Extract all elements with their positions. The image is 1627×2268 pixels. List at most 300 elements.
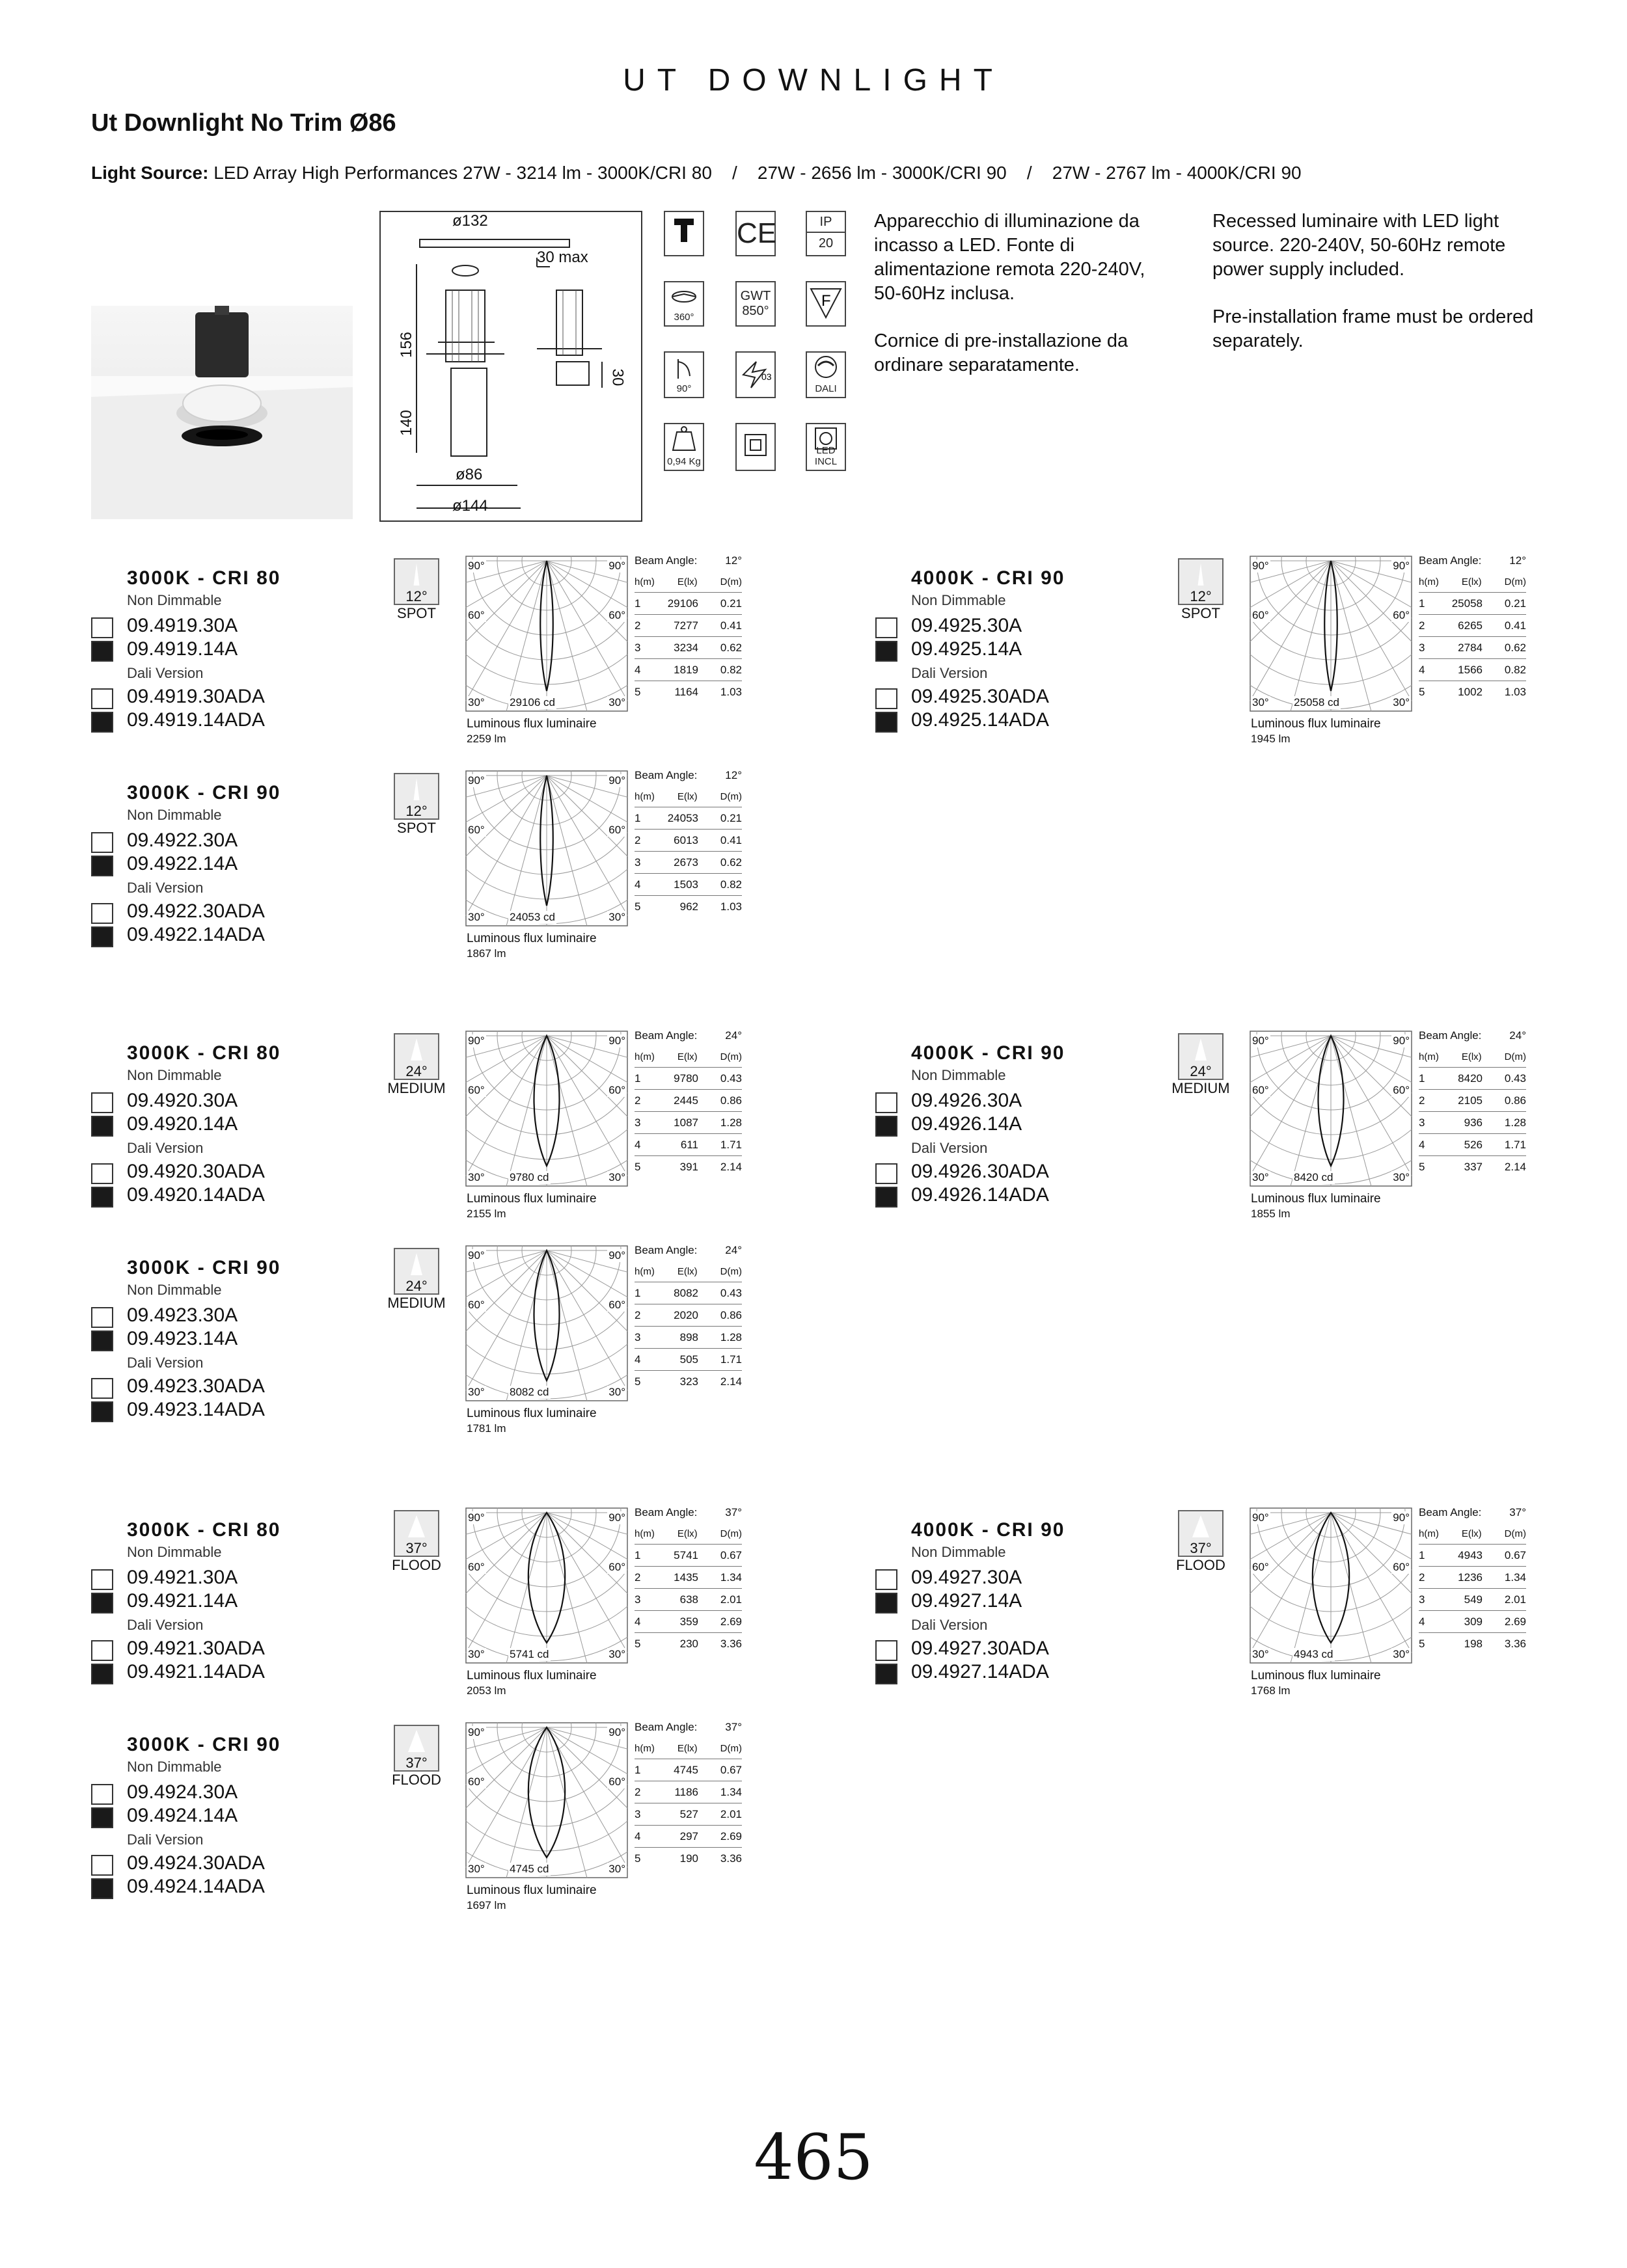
dim-30-max: 30 max <box>537 249 588 266</box>
product-code: 09.4921.14ADA <box>127 1661 265 1682</box>
table-row <box>635 1633 742 1654</box>
col-illuminance: E(lx) <box>677 576 698 587</box>
cell-height: 5 <box>1419 1637 1425 1650</box>
gwt-icon: GWT 850° <box>735 281 776 327</box>
angle-30-left: 30° <box>468 1863 485 1875</box>
product-code: 09.4927.30A <box>911 1567 1022 1588</box>
polar-diagram <box>465 556 628 715</box>
cell-illuminance: 190 <box>679 1852 698 1865</box>
angle-30-right: 30° <box>608 1863 625 1875</box>
non-dimmable-label: Non Dimmable <box>911 592 1006 608</box>
cell-diameter: 0.43 <box>720 1286 742 1299</box>
cell-height: 5 <box>635 1375 641 1388</box>
beam-angle-header <box>1419 1506 1526 1526</box>
led-included-label: LED INCL <box>814 445 838 467</box>
product-block <box>875 554 1591 763</box>
product-code: 09.4927.30ADA <box>911 1638 1049 1659</box>
tilt-icon <box>664 351 704 398</box>
product-code: 09.4925.30ADA <box>911 686 1049 707</box>
beam-angle-value: 24° <box>725 1029 742 1042</box>
white-finish-swatch <box>91 1640 113 1661</box>
page-title: UT DOWNLIGHT <box>623 63 1004 98</box>
angle-90-right: 90° <box>608 1726 625 1738</box>
cell-height: 1 <box>635 1548 641 1561</box>
cell-illuminance: 611 <box>680 1138 698 1151</box>
angle-30-left: 30° <box>468 696 485 709</box>
table-columns <box>1419 574 1526 593</box>
col-diameter: D(m) <box>720 1266 742 1277</box>
angle-60-left: 60° <box>1252 609 1269 621</box>
description-en-1: Recessed luminaire with LED light source. 220-240V, 50-60Hz remote power supply included. <box>1212 211 1506 280</box>
col-diameter: D(m) <box>720 1051 742 1062</box>
beam-angle-label: Beam Angle: <box>635 1721 698 1733</box>
cell-height: 5 <box>635 685 641 698</box>
cell-diameter: 0.21 <box>720 597 742 610</box>
product-code: 09.4921.14A <box>127 1590 238 1612</box>
cell-height: 5 <box>1419 685 1425 698</box>
angle-60-left: 60° <box>468 1084 485 1096</box>
product-code: 09.4924.30A <box>127 1781 238 1803</box>
angle-90-right: 90° <box>608 1249 625 1262</box>
photometric-table <box>635 1721 742 1869</box>
candela-value: 4745 cd <box>510 1863 549 1875</box>
angle-30-right: 30° <box>1393 1171 1410 1183</box>
cell-height: 2 <box>635 833 641 846</box>
cell-height: 2 <box>635 1571 641 1584</box>
description-en-2: Pre-installation frame must be ordered separately. <box>1212 306 1534 351</box>
cell-illuminance: 4943 <box>1458 1548 1483 1561</box>
cell-height: 5 <box>635 1852 641 1865</box>
cell-diameter: 1.03 <box>720 685 742 698</box>
non-dimmable-label: Non Dimmable <box>127 592 222 608</box>
beam-type: FLOOD <box>392 1772 441 1788</box>
cell-diameter: 0.21 <box>720 811 742 824</box>
dim-d-mid: ø86 <box>456 466 483 483</box>
svg-text:F: F <box>821 292 831 310</box>
cell-illuminance: 1435 <box>674 1571 698 1584</box>
product-code: 09.4921.30ADA <box>127 1638 265 1659</box>
cell-height: 4 <box>635 663 641 676</box>
non-dimmable-label: Non Dimmable <box>911 1067 1006 1083</box>
black-finish-swatch <box>91 926 113 947</box>
cell-height: 1 <box>635 1763 641 1776</box>
cell-height: 3 <box>635 856 641 869</box>
cell-height: 4 <box>635 1138 641 1151</box>
angle-90-left: 90° <box>468 1726 485 1738</box>
cell-height: 3 <box>635 1807 641 1820</box>
table-row <box>635 637 742 659</box>
table-row <box>635 1068 742 1090</box>
product-block <box>91 1721 807 1929</box>
black-finish-swatch <box>91 1664 113 1684</box>
ce-mark-icon: CE <box>735 211 776 256</box>
col-height: h(m) <box>635 576 655 587</box>
angle-60-right: 60° <box>608 824 625 836</box>
table-row <box>635 681 742 703</box>
product-code: 09.4924.30ADA <box>127 1852 265 1874</box>
cell-illuminance: 6013 <box>674 833 698 846</box>
luminous-flux-label: Luminous flux luminaire <box>467 932 597 945</box>
cell-height: 3 <box>1419 1116 1425 1129</box>
candela-value: 25058 cd <box>1294 696 1339 709</box>
angle-60-left: 60° <box>468 1775 485 1788</box>
product-code: 09.4923.14A <box>127 1328 238 1349</box>
candela-value: 8420 cd <box>1294 1171 1333 1183</box>
cell-height: 2 <box>635 1785 641 1798</box>
table-row <box>635 1090 742 1112</box>
cell-illuminance: 1503 <box>674 878 698 891</box>
photometric-table <box>1419 554 1526 703</box>
photometric-table <box>1419 1506 1526 1654</box>
angle-90-left: 90° <box>468 1511 485 1524</box>
dim-30: 30 <box>608 368 627 386</box>
col-illuminance: E(lx) <box>677 1266 698 1277</box>
product-code: 09.4925.14A <box>911 638 1022 660</box>
white-finish-swatch <box>875 617 897 638</box>
angle-60-left: 60° <box>468 609 485 621</box>
candela-value: 24053 cd <box>510 911 555 923</box>
rotation-icon <box>664 281 704 327</box>
table-row <box>1419 681 1526 703</box>
cell-illuminance: 898 <box>679 1330 698 1343</box>
cell-illuminance: 3234 <box>674 641 698 654</box>
angle-60-right: 60° <box>608 1299 625 1311</box>
angle-90-right: 90° <box>608 774 625 787</box>
angle-30-left: 30° <box>1252 1171 1269 1183</box>
cell-height: 5 <box>635 1160 641 1173</box>
non-dimmable-label: Non Dimmable <box>127 1544 222 1560</box>
beam-angle-label: Beam Angle: <box>635 769 698 781</box>
cell-diameter: 0.62 <box>720 641 742 654</box>
cell-illuminance: 25058 <box>1451 597 1483 610</box>
cell-illuminance: 1236 <box>1458 1571 1483 1584</box>
product-code: 09.4926.30A <box>911 1090 1022 1111</box>
polar-diagram <box>465 1245 628 1405</box>
cell-illuminance: 2020 <box>674 1308 698 1321</box>
cell-illuminance: 2445 <box>674 1094 698 1107</box>
polar-diagram <box>1250 1507 1412 1667</box>
angle-60-right: 60° <box>608 609 625 621</box>
polar-diagram <box>1250 1031 1412 1190</box>
table-columns <box>635 1049 742 1068</box>
table-row <box>635 896 742 917</box>
beam-angle-header <box>635 1244 742 1263</box>
cell-height: 2 <box>1419 619 1425 632</box>
luminous-flux-value: 1945 lm <box>1251 733 1291 745</box>
cell-diameter: 0.62 <box>1504 641 1526 654</box>
cell-height: 1 <box>635 1072 641 1085</box>
cell-height: 4 <box>1419 1138 1425 1151</box>
col-height: h(m) <box>635 1528 655 1539</box>
beam-type: FLOOD <box>392 1557 441 1573</box>
cell-height: 2 <box>635 1094 641 1107</box>
beam-degree: 24° <box>405 1063 428 1079</box>
cell-diameter: 3.36 <box>720 1637 742 1650</box>
col-illuminance: E(lx) <box>677 791 698 802</box>
product-code: 09.4919.30ADA <box>127 686 265 707</box>
cell-illuminance: 9780 <box>674 1072 698 1085</box>
cell-diameter: 0.86 <box>720 1094 742 1107</box>
cell-height: 5 <box>635 1637 641 1650</box>
table-columns <box>1419 1049 1526 1068</box>
angle-60-right: 60° <box>1393 609 1410 621</box>
table-row <box>635 1759 742 1781</box>
col-diameter: D(m) <box>720 576 742 587</box>
cell-diameter: 0.82 <box>720 663 742 676</box>
beam-type: SPOT <box>1181 605 1220 621</box>
description-it-2: Cornice di pre-installazione da ordinare separatamente. <box>874 331 1128 375</box>
beam-angle-value: 24° <box>1509 1029 1526 1042</box>
angle-90-left: 90° <box>1252 1511 1269 1524</box>
product-code: 09.4922.30A <box>127 830 238 851</box>
luminous-flux-value: 1867 lm <box>467 947 506 960</box>
black-finish-swatch <box>91 1330 113 1351</box>
white-finish-swatch <box>875 688 897 709</box>
product-code: 09.4922.14A <box>127 853 238 874</box>
category-title: 3000K - CRI 80 <box>127 1042 281 1064</box>
luminous-flux-value: 1768 lm <box>1251 1684 1291 1697</box>
cell-illuminance: 1087 <box>674 1116 698 1129</box>
cell-diameter: 3.36 <box>1504 1637 1526 1650</box>
product-title: Ut Downlight No Trim Ø86 <box>91 109 396 137</box>
table-row <box>635 1304 742 1327</box>
cell-illuminance: 2105 <box>1458 1094 1483 1107</box>
cell-diameter: 1.34 <box>1504 1571 1526 1584</box>
cell-illuminance: 391 <box>679 1160 698 1173</box>
beam-angle-label: Beam Angle: <box>635 1029 698 1042</box>
non-dimmable-label: Non Dimmable <box>127 1067 222 1083</box>
col-height: h(m) <box>635 1743 655 1754</box>
product-code: 09.4926.14ADA <box>911 1184 1049 1206</box>
cell-height: 4 <box>635 878 641 891</box>
dali-version-label: Dali Version <box>127 1355 204 1371</box>
tilt-label: 90° <box>676 383 692 394</box>
cell-illuminance: 337 <box>1464 1160 1483 1173</box>
beam-angle-label: Beam Angle: <box>1419 1029 1482 1042</box>
product-code: 09.4921.30A <box>127 1567 238 1588</box>
beam-angle-label: Beam Angle: <box>1419 1506 1482 1519</box>
beam-angle-header <box>1419 554 1526 574</box>
angle-60-left: 60° <box>468 1561 485 1573</box>
photometric-table <box>635 1244 742 1392</box>
beam-type: SPOT <box>397 820 436 836</box>
cell-diameter: 0.82 <box>720 878 742 891</box>
candela-value: 9780 cd <box>510 1171 549 1183</box>
table-row <box>635 1611 742 1633</box>
cell-diameter: 2.01 <box>720 1593 742 1606</box>
cell-diameter: 0.82 <box>1504 663 1526 676</box>
white-finish-swatch <box>875 1092 897 1113</box>
beam-angle-value: 12° <box>725 554 742 567</box>
category-title: 4000K - CRI 90 <box>911 1519 1065 1541</box>
angle-30-right: 30° <box>1393 696 1410 709</box>
light-source <box>91 163 1302 183</box>
cell-diameter: 1.34 <box>720 1785 742 1798</box>
angle-60-left: 60° <box>468 1299 485 1311</box>
col-diameter: D(m) <box>1504 1051 1526 1062</box>
cell-height: 1 <box>635 811 641 824</box>
cell-height: 3 <box>635 641 641 654</box>
cell-height: 2 <box>635 619 641 632</box>
cell-illuminance: 2673 <box>674 856 698 869</box>
cell-diameter: 0.67 <box>720 1548 742 1561</box>
col-height: h(m) <box>635 791 655 802</box>
angle-90-right: 90° <box>608 1034 625 1047</box>
angle-90-left: 90° <box>468 560 485 572</box>
white-finish-swatch <box>91 1378 113 1399</box>
cell-illuminance: 8420 <box>1458 1072 1483 1085</box>
table-row <box>1419 1633 1526 1654</box>
cell-illuminance: 309 <box>1464 1615 1483 1628</box>
dali-version-label: Dali Version <box>127 665 204 681</box>
black-finish-swatch <box>91 712 113 733</box>
cell-illuminance: 6265 <box>1458 619 1483 632</box>
description-it-1: Apparecchio di illuminazione da incasso a LED. Fonte di alimentazione remota 220-240V, 50-60Hz inclusa. <box>874 211 1145 304</box>
white-finish-swatch <box>91 1092 113 1113</box>
beam-angle-header <box>635 1029 742 1049</box>
angle-90-right: 90° <box>608 1511 625 1524</box>
technical-drawing <box>379 211 642 522</box>
category-title: 3000K - CRI 80 <box>127 567 281 589</box>
cell-illuminance: 1819 <box>674 663 698 676</box>
ip-rating-icon <box>806 211 846 256</box>
cell-height: 5 <box>1419 1160 1425 1173</box>
beam-type: SPOT <box>397 605 436 621</box>
page-number: 465 <box>754 2121 873 2194</box>
angle-90-left: 90° <box>1252 560 1269 572</box>
cell-illuminance: 297 <box>679 1829 698 1843</box>
product-code: 09.4923.30ADA <box>127 1375 265 1397</box>
cell-illuminance: 505 <box>679 1353 698 1366</box>
beam-degree: 12° <box>1190 588 1212 604</box>
beam-degree: 12° <box>405 803 428 819</box>
table-columns <box>1419 1526 1526 1545</box>
product-block <box>91 1244 807 1452</box>
beam-angle-header <box>635 1506 742 1526</box>
table-row <box>635 1826 742 1848</box>
dali-version-label: Dali Version <box>127 1831 204 1848</box>
col-diameter: D(m) <box>720 791 742 802</box>
col-illuminance: E(lx) <box>677 1528 698 1539</box>
col-illuminance: E(lx) <box>677 1051 698 1062</box>
cell-illuminance: 359 <box>679 1615 698 1628</box>
col-diameter: D(m) <box>720 1743 742 1754</box>
cell-height: 3 <box>1419 1593 1425 1606</box>
category-title: 3000K - CRI 80 <box>127 1519 281 1541</box>
non-dimmable-label: Non Dimmable <box>911 1544 1006 1560</box>
beam-angle-header <box>635 769 742 789</box>
cell-diameter: 2.14 <box>720 1375 742 1388</box>
f-mark-icon <box>806 281 846 327</box>
cell-diameter: 2.14 <box>1504 1160 1526 1173</box>
table-row <box>635 1282 742 1304</box>
angle-30-left: 30° <box>1252 1648 1269 1660</box>
cell-illuminance: 230 <box>679 1637 698 1650</box>
category-title: 3000K - CRI 90 <box>127 782 281 803</box>
ip-label: IP <box>807 212 845 233</box>
cell-height: 3 <box>635 1330 641 1343</box>
cell-diameter: 1.03 <box>1504 685 1526 698</box>
rotation-label: 360° <box>674 312 694 323</box>
angle-30-right: 30° <box>608 911 625 923</box>
col-diameter: D(m) <box>720 1528 742 1539</box>
beam-degree: 24° <box>1190 1063 1212 1079</box>
angle-30-right: 30° <box>608 696 625 709</box>
black-finish-swatch <box>91 1116 113 1137</box>
cell-illuminance: 638 <box>679 1593 698 1606</box>
angle-30-right: 30° <box>1393 1648 1410 1660</box>
beam-degree: 12° <box>405 588 428 604</box>
cell-height: 4 <box>635 1829 641 1843</box>
black-finish-swatch <box>875 1664 897 1684</box>
downlight-image <box>91 306 353 519</box>
cell-height: 1 <box>1419 597 1425 610</box>
beam-type: MEDIUM <box>387 1080 446 1096</box>
product-code: 09.4924.14ADA <box>127 1876 265 1897</box>
angle-60-right: 60° <box>1393 1561 1410 1573</box>
table-columns <box>635 1526 742 1545</box>
dali-version-label: Dali Version <box>127 1617 204 1633</box>
table-row <box>635 1803 742 1826</box>
table-row <box>635 807 742 830</box>
cell-diameter: 2.01 <box>720 1807 742 1820</box>
angle-60-right: 60° <box>608 1084 625 1096</box>
table-columns <box>635 574 742 593</box>
cell-diameter: 1.03 <box>720 900 742 913</box>
luminous-flux-label: Luminous flux luminaire <box>467 1883 597 1897</box>
beam-angle-label: Beam Angle: <box>1419 554 1482 567</box>
cell-diameter: 1.71 <box>1504 1138 1526 1151</box>
cell-illuminance: 2784 <box>1458 641 1483 654</box>
col-diameter: D(m) <box>1504 576 1526 587</box>
cell-illuminance: 5741 <box>674 1548 698 1561</box>
angle-30-right: 30° <box>608 1648 625 1660</box>
cell-diameter: 1.34 <box>720 1571 742 1584</box>
table-row <box>1419 1068 1526 1090</box>
beam-angle-header <box>635 554 742 574</box>
product-code: 09.4927.14A <box>911 1590 1022 1612</box>
product-code: 09.4920.14A <box>127 1113 238 1135</box>
luminous-flux-value: 2053 lm <box>467 1684 506 1697</box>
table-row <box>635 1567 742 1589</box>
table-row <box>635 1112 742 1134</box>
energy-class-icon <box>735 351 776 398</box>
col-height: h(m) <box>635 1266 655 1277</box>
cell-illuminance: 1002 <box>1458 685 1483 698</box>
product-code: 09.4920.30ADA <box>127 1161 265 1182</box>
luminous-flux-value: 2259 lm <box>467 733 506 745</box>
product-code: 09.4923.30A <box>127 1304 238 1326</box>
col-illuminance: E(lx) <box>1461 576 1482 587</box>
product-block <box>875 1506 1591 1714</box>
cell-height: 1 <box>635 597 641 610</box>
angle-90-left: 90° <box>468 774 485 787</box>
description-en <box>1212 209 1538 353</box>
dali-version-label: Dali Version <box>127 880 204 896</box>
table-row <box>1419 593 1526 615</box>
white-finish-swatch <box>91 903 113 924</box>
cell-illuminance: 198 <box>1464 1637 1483 1650</box>
cell-height: 4 <box>1419 663 1425 676</box>
cell-illuminance: 527 <box>679 1807 698 1820</box>
beam-type: FLOOD <box>1176 1557 1225 1573</box>
product-block <box>91 554 807 763</box>
candela-value: 4943 cd <box>1294 1648 1333 1660</box>
table-row <box>1419 1156 1526 1178</box>
dim-d-bottom: ø144 <box>452 497 488 515</box>
product-block <box>91 769 807 977</box>
black-finish-swatch <box>91 641 113 662</box>
